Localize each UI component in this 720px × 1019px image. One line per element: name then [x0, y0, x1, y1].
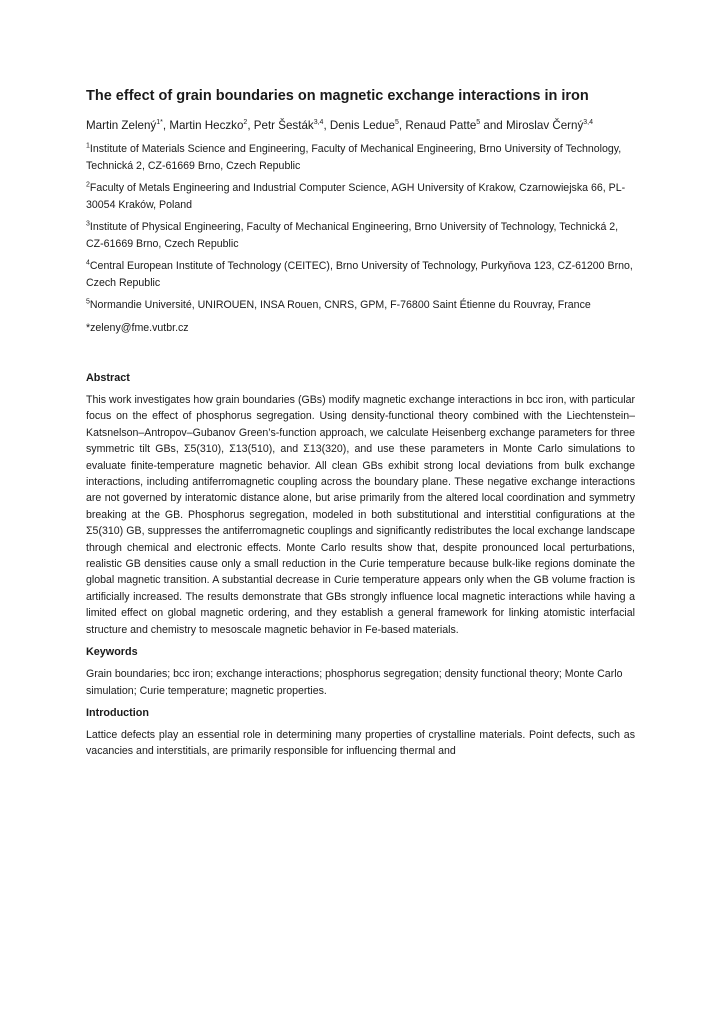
affiliation [86, 297, 635, 314]
paper-page [86, 86, 635, 766]
affiliation [86, 219, 635, 252]
author-name: Denis Ledue [329, 119, 395, 132]
author-name: Renaud Patte [405, 119, 477, 132]
author-affiliation-mark: 3,4 [583, 119, 594, 127]
affiliation-number: 2 [86, 181, 90, 189]
affiliation-text: Faculty of Metals Engineering and Industrial Computer Science, AGH University of Krakow, Czarnowiejska 66, PL-30054 Kraków, Poland [86, 182, 626, 211]
keywords-text: Grain boundaries; bcc iron; exchange interactions; phosphorus segregation; density functional theory; Monte Carlo simulation; Curie temperature; magnetic properties. [86, 668, 623, 697]
affiliation-number: 3 [86, 220, 90, 228]
author-separator: and [480, 119, 506, 132]
author-name: Martin Heczko [169, 119, 244, 132]
affiliation-text: Normandie Université, UNIROUEN, INSA Rouen, CNRS, GPM, F-76800 Saint Étienne du Rouvray, France [89, 299, 591, 311]
author-separator: , [323, 119, 330, 132]
abstract-text: This work investigates how grain boundaries (GBs) modify magnetic exchange interactions in bcc iron, with particular focus on the effect of phosphorus segregation. Using density-functional theory combined with the Liechtenstein–Katsnelson–Antropov–Gubanov Green’s-function approach, we calculate Heisenberg exchange parameters for three symmetric tilt GBs, Σ5(310), Σ13(510), and Σ13(320), and use these parameters in Monte Carlo simulations to evaluate finite-temperature magnetic behavior. All clean GBs exhibit strong local deviations from bulk exchange interactions, including antiferromagnetic coupling across the boundary plane. These negative exchange interactions are not governed by interatomic distance alone, but arise primarily from the altered local coordination and symmetry breaking at the GB. Phosphorus segregation, modeled in both substitutional and interstitial configurations at the Σ5(310) GB, suppresses the antiferromagnetic couplings and significantly redistributes the local exchange landscape through chemical and electronic effects. Monte Carlo results show that, despite pronounced local perturbations, realistic GB densities cause only a small reduction in the Curie temperature because bulk-like regions dominate the global magnetic transition. A substantial decrease in Curie temperature appears only when the GB volume fraction is artificially increased. The results demonstrate that GBs strongly influence local magnetic interactions while having a limited effect on global magnetic ordering, and they establish a general framework for linking atomistic interfacial structure and chemistry to mesoscale magnetic behavior in Fe-based materials. [86, 394, 635, 636]
affiliation-text: Institute of Physical Engineering, Faculty of Mechanical Engineering, Brno University of Technology, Technická 2, CZ-61669 Brno, Czech Republic [86, 221, 619, 250]
author-separator: , [398, 119, 406, 132]
corresponding-email: *zeleny@fme.vutbr.cz [86, 321, 189, 334]
affiliation-list [86, 141, 635, 314]
affiliation-text: Institute of Materials Science and Engineering, Faculty of Mechanical Engineering, Brno University of Technology, Technická 2, CZ-61669 Brno, Czech Republic [86, 143, 622, 172]
affiliation [86, 141, 635, 174]
author-affiliation-mark: 5 [476, 119, 481, 127]
author-separator: , [247, 119, 254, 132]
introduction-heading: Introduction [86, 706, 149, 719]
author-name: Petr Šesták [253, 119, 314, 132]
author-list [86, 117, 635, 134]
introduction-text: Lattice defects play an essential role in determining many properties of crystalline materials. Point defects, such as vacancies and interstitials, are primarily responsible for influencing thermal and [86, 728, 635, 758]
affiliation [86, 258, 635, 291]
paper-title: The effect of grain boundaries on magnetic exchange interactions in iron [86, 88, 589, 104]
author-separator: , [162, 119, 170, 132]
author-affiliation-mark: 3,4 [313, 119, 324, 127]
abstract-heading: Abstract [86, 372, 130, 384]
keywords-heading: Keywords [86, 646, 138, 659]
affiliation [86, 180, 635, 213]
affiliation-number: 4 [86, 259, 90, 267]
author-name: Martin Zelený [86, 119, 157, 132]
author-name: Miroslav Černý [505, 119, 584, 132]
author-affiliation-mark: 2 [243, 119, 248, 127]
affiliation-number: 5 [86, 298, 90, 306]
affiliation-number: 1 [86, 142, 90, 150]
author-affiliation-mark: 5 [395, 119, 399, 127]
author-affiliation-mark: 1* [156, 119, 163, 127]
affiliation-text: Central European Institute of Technology (CEITEC), Brno University of Technology, Purkyňova 123, CZ-61200 Brno, Czech Republic [86, 260, 633, 289]
